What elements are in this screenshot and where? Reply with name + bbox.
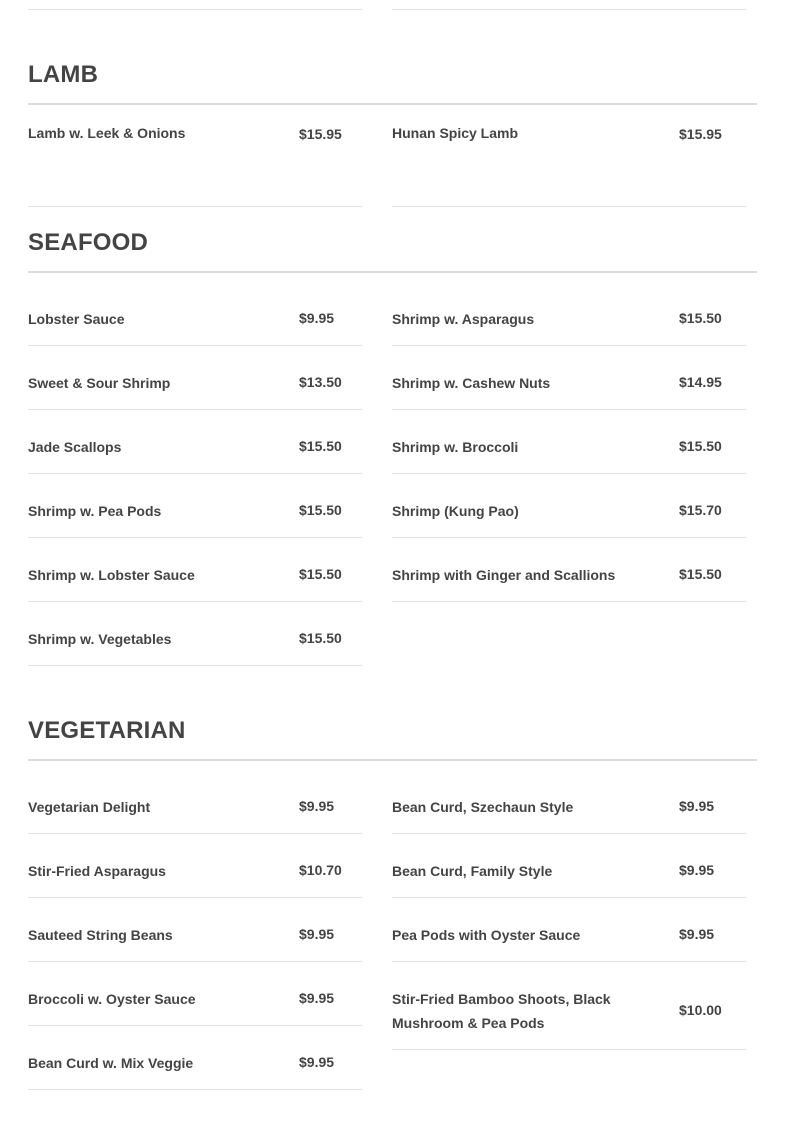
menu-column-left <box>28 770 362 1090</box>
menu-item-price: $15.50 <box>299 566 342 582</box>
menu-item-price: $9.95 <box>299 990 335 1006</box>
menu-item-name: Shrimp w. Asparagus <box>392 311 535 327</box>
menu-item[interactable] <box>28 834 362 898</box>
menu-item[interactable] <box>28 410 362 474</box>
menu-item-name: Shrimp (Kung Pao) <box>392 503 519 519</box>
menu-item[interactable] <box>28 1026 362 1090</box>
menu-item-price: $10.70 <box>299 862 342 878</box>
section-divider <box>28 271 757 273</box>
menu-item[interactable] <box>28 282 362 346</box>
menu-item[interactable] <box>392 834 746 898</box>
menu-item-price: $15.50 <box>299 438 342 454</box>
menu-item[interactable] <box>392 770 746 834</box>
menu-item-price: $9.95 <box>679 798 715 814</box>
menu-item-name: Stir-Fried Asparagus <box>28 863 166 879</box>
section-title: LAMB <box>28 61 99 88</box>
menu-item-name: Shrimp w. Vegetables <box>28 631 172 647</box>
section-seafood <box>28 228 757 647</box>
menu-item-price: $15.50 <box>679 438 722 454</box>
menu-item[interactable] <box>392 538 746 602</box>
menu-item-price: $15.95 <box>679 126 722 142</box>
menu-item-price: $15.50 <box>679 310 722 326</box>
section-title: VEGETARIAN <box>28 717 186 744</box>
menu-column-left <box>28 282 362 666</box>
menu-item[interactable] <box>28 538 362 602</box>
menu-item-price: $9.95 <box>299 926 335 942</box>
menu-item[interactable] <box>28 346 362 410</box>
menu-item-price: $15.50 <box>299 630 342 646</box>
menu-item[interactable] <box>28 770 362 834</box>
menu-item[interactable] <box>28 962 362 1026</box>
menu-item-price: $10.00 <box>679 1002 722 1018</box>
menu-item[interactable] <box>28 474 362 538</box>
menu-column-right <box>392 770 746 1050</box>
menu-item-name: Bean Curd, Family Style <box>392 863 553 879</box>
menu-item-name: Shrimp w. Cashew Nuts <box>392 375 551 391</box>
menu-item-name: Jade Scallops <box>28 439 122 455</box>
menu-item-name: Lamb w. Leek & Onions <box>28 125 186 141</box>
menu-item-price: $9.95 <box>299 1054 335 1070</box>
menu-item-price: $9.95 <box>679 926 715 942</box>
menu-item-name: Stir-Fried Bamboo Shoots, Black Mushroom & Pea Pods <box>392 991 611 1031</box>
menu-item-name: Pea Pods with Oyster Sauce <box>392 927 581 943</box>
menu-item-price: $9.95 <box>299 310 335 326</box>
menu-item[interactable] <box>392 410 746 474</box>
menu-item-name: Hunan Spicy Lamb <box>392 125 519 141</box>
menu-item[interactable] <box>28 602 362 666</box>
section-title: SEAFOOD <box>28 229 149 256</box>
menu-item-name: Bean Curd, Szechaun Style <box>392 799 574 815</box>
section-vegetarian <box>28 716 757 1071</box>
menu-column-right <box>392 282 746 602</box>
menu-item-price: $13.50 <box>299 374 342 390</box>
menu-item-price: $14.95 <box>679 374 722 390</box>
menu-item[interactable] <box>392 474 746 538</box>
menu-item-name: Vegetarian Delight <box>28 799 151 815</box>
menu-item-price: $9.95 <box>299 798 335 814</box>
menu-item-name: Lobster Sauce <box>28 311 125 327</box>
menu-item-price: $15.95 <box>299 126 342 142</box>
menu-item[interactable] <box>392 125 746 207</box>
menu-column-left <box>28 105 362 207</box>
menu-item-name: Shrimp w. Pea Pods <box>28 503 162 519</box>
section-divider <box>28 759 757 761</box>
menu-item-name: Shrimp with Ginger and Scallions <box>392 567 616 583</box>
menu-column-right <box>392 105 746 207</box>
menu-item-name: Bean Curd w. Mix Veggie <box>28 1055 194 1071</box>
menu-item-name: Shrimp w. Lobster Sauce <box>28 567 195 583</box>
menu-item-price: $9.95 <box>679 862 715 878</box>
menu-item[interactable] <box>392 346 746 410</box>
menu-item[interactable] <box>392 282 746 346</box>
menu-item-name: Shrimp w. Broccoli <box>392 439 519 455</box>
menu-item-name: Sauteed String Beans <box>28 927 173 943</box>
menu-item[interactable] <box>28 125 362 207</box>
menu-item-name: Broccoli w. Oyster Sauce <box>28 991 196 1007</box>
menu-item-price: $15.50 <box>299 502 342 518</box>
menu-item-name: Sweet & Sour Shrimp <box>28 375 171 391</box>
menu-item[interactable] <box>392 898 746 962</box>
previous-list-divider-left <box>28 9 362 10</box>
previous-list-divider-right <box>392 9 746 10</box>
menu-item-price: $15.70 <box>679 502 722 518</box>
section-lamb <box>28 60 757 142</box>
menu-item-price: $15.50 <box>679 566 722 582</box>
menu-item[interactable] <box>392 962 746 1050</box>
menu-item[interactable] <box>28 898 362 962</box>
